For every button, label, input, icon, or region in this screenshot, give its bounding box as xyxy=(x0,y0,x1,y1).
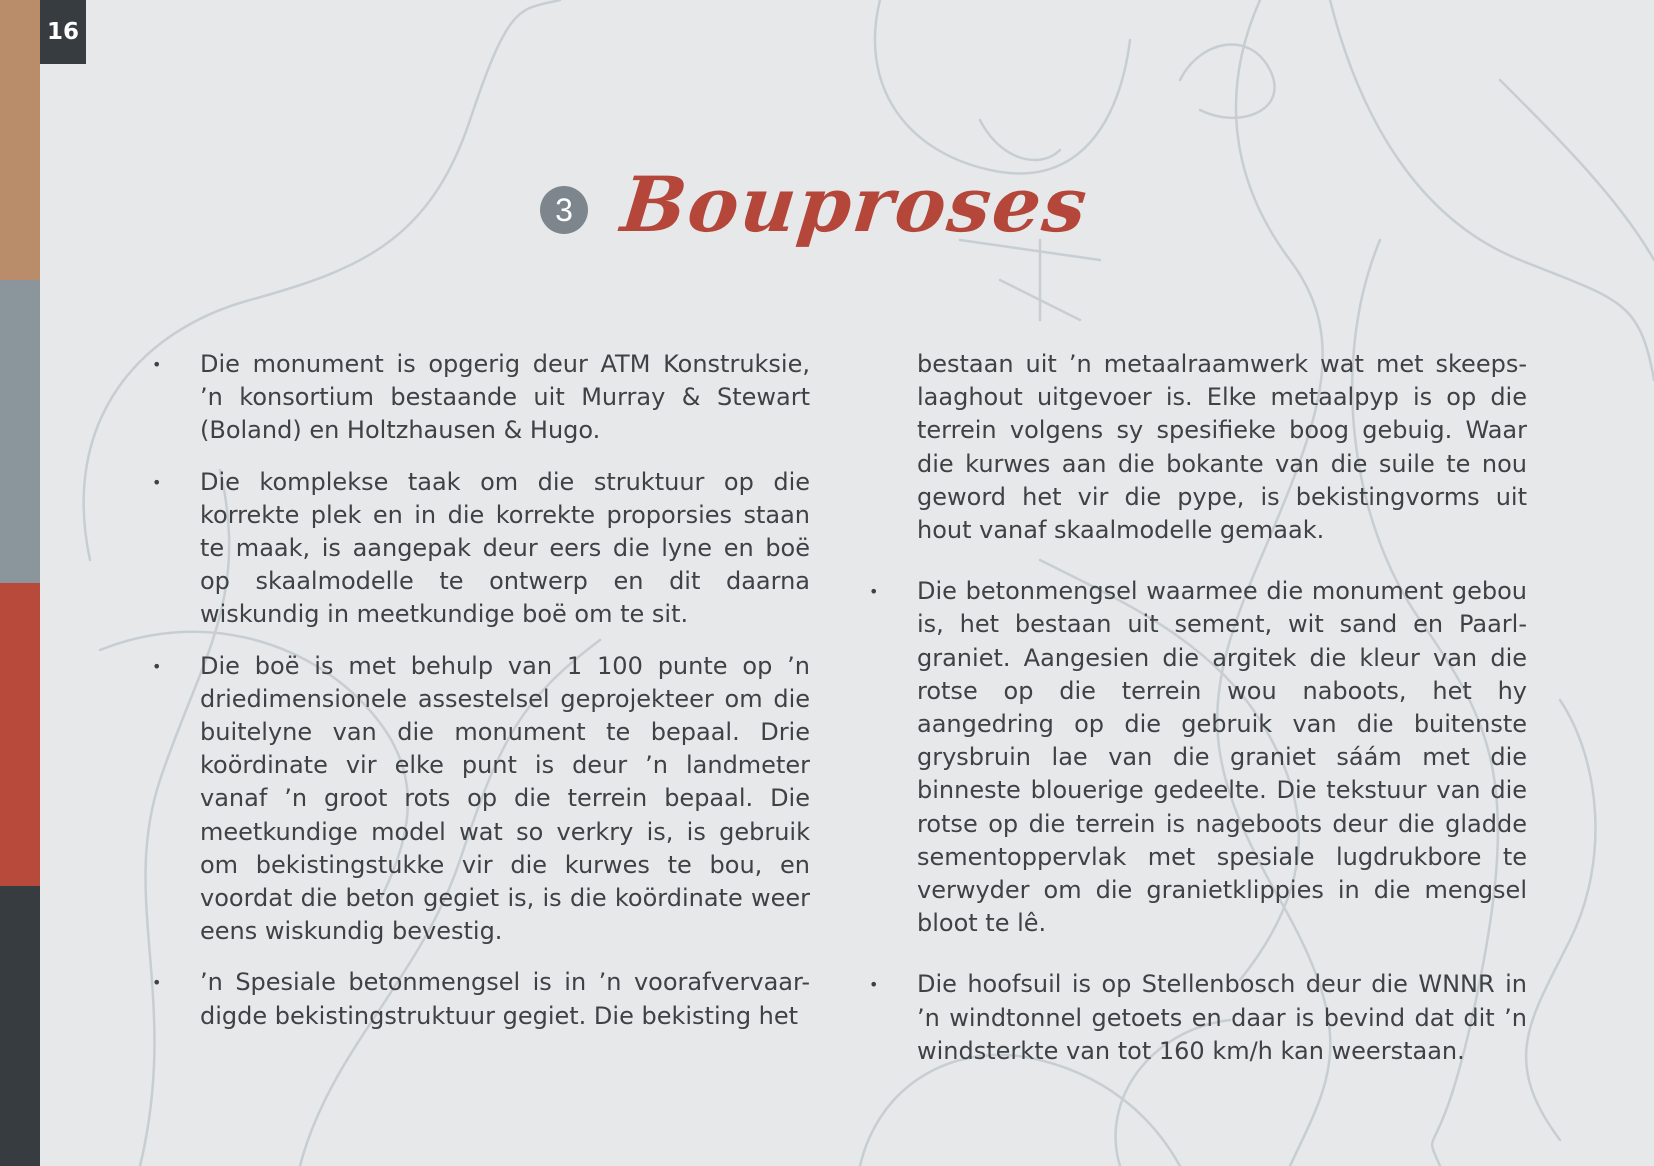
color-stripe-grey xyxy=(0,280,40,583)
list-item-text: Die boë is met behulp van 1 100 punte op ’n driedimensionele assestelsel geprojekteer om die buitelyne van die monument te bepaal. Drie koördinate vir elke punt is deur ’n landmeter vanaf ’n groot rots op die terrein bepaal. Die meetkundige model wat so verkry is, is gebruik om bekistingstukke vir die kurwes te bou, en voordat die beton gegiet is, is die koördinate weer eens wiskundig bevestig. xyxy=(200,651,810,946)
list-item xyxy=(150,348,810,448)
list-item xyxy=(867,968,1527,1068)
list-item-text: ’n Spesiale betonmengsel is in ’n voorafvervaar-digde bekistingstruktuur gegiet. Die bekisting het xyxy=(200,968,810,1030)
bullet-icon: • xyxy=(152,656,162,676)
list-item-text: Die betonmengsel waarmee die monument gebou is, het bestaan uit sement, wit sand en Paarl-graniet. Aangesien die argitek die kleur van die rotse op die terrein wou naboots, het hy aangedring op die gebruik van die buitenste grysbruin lae van die graniet sáám met die binneste blouerige gedeelte. Die tekstuur van die rotse op die terrein is nageboots deur die gladde sementoppervlak met spesiale lugdrukbore te verwyder om die granietklippies in die mengsel bloot te lê. xyxy=(917,577,1527,938)
bullet-icon: • xyxy=(152,355,162,374)
list-item xyxy=(150,650,810,949)
section-number-badge: 3 xyxy=(540,186,588,234)
color-stripe-red xyxy=(0,583,40,886)
page-number: 16 xyxy=(40,0,86,64)
list-item-text: Die komplekse taak om die struktuur op die korrekte plek en in die korrekte proporsies staan te maak, is aangepak deur eers die lyne en boë op skaalmodelle te ontwerp en dit daarna wiskundig in meetkundige boë om te sit. xyxy=(200,467,810,629)
left-column xyxy=(150,348,810,1033)
list-item xyxy=(150,966,810,1032)
bullet-icon: • xyxy=(152,472,162,492)
bullet-icon: • xyxy=(152,973,162,993)
section-title: Bouproses xyxy=(617,160,1093,249)
list-item-text: Die hoofsuil is op Stellenbosch deur die WNNR in ’n windtonnel getoets en daar is bevind dat dit ’n windsterkte van tot 160 km/h kan weerstaan. xyxy=(917,970,1527,1065)
list-item xyxy=(867,575,1527,940)
bullet-icon: • xyxy=(869,975,879,995)
color-stripe-dark xyxy=(0,886,40,1166)
list-item xyxy=(150,466,810,632)
color-stripe-tan xyxy=(0,0,40,280)
right-column xyxy=(867,348,1527,1068)
continued-paragraph: bestaan uit ’n metaalraamwerk wat met skeeps-laaghout uitgevoer is. Elke metaalpyp is op die terrein volgens sy spesifieke boog gebuig. Waar die kurwes aan die bokante van die suile te nou geword het vir die pype, is bekistingvorms uit hout vanaf skaalmodelle gemaak. xyxy=(917,350,1527,545)
list-item-text: Die monument is opgerig deur ATM Konstruksie, ’n konsortium bestaande uit Murray & Stewart (Boland) en Holtzhausen & Hugo. xyxy=(200,350,810,445)
bullet-icon: • xyxy=(869,582,879,602)
